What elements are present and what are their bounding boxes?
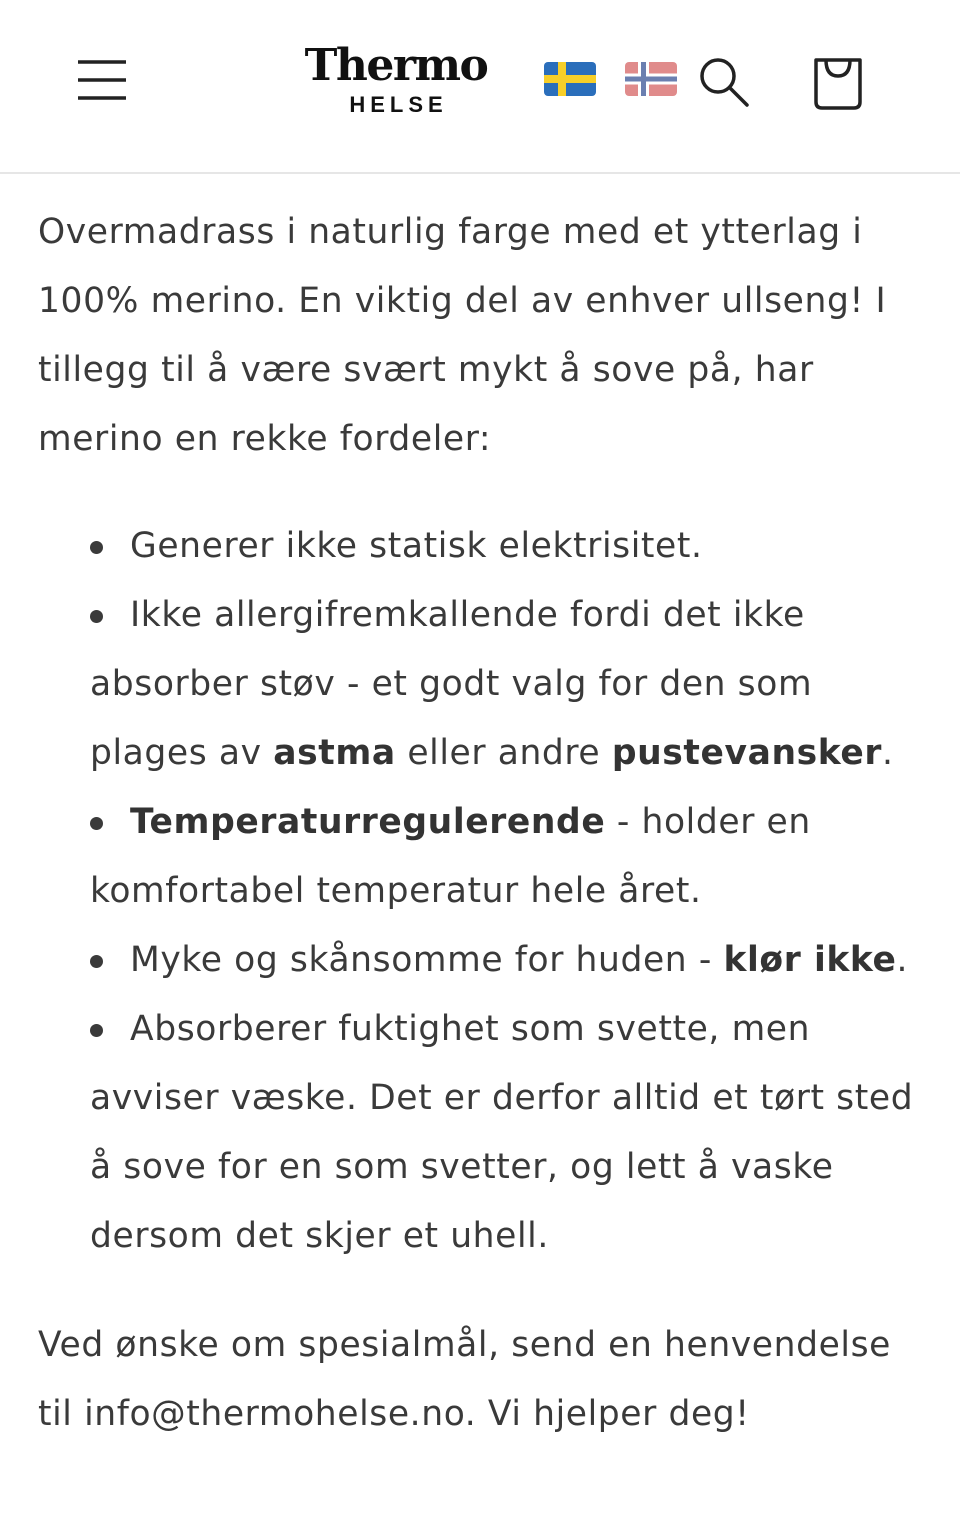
product-description [38,198,922,1449]
sweden-flag-icon[interactable] [543,60,597,98]
benefit-item: Generer ikke statisk elektrisitet. [90,512,922,581]
hamburger-menu-icon[interactable] [76,56,128,104]
bold-text: klør ikke [723,940,897,980]
benefit-item: Absorberer fuktighet som svette, men avviser væske. Det er derfor alltid et tørt sted å sove for en som svetter, og lett å vaske dersom det skjer et uhell. [90,995,922,1271]
norway-flag-icon[interactable] [624,60,678,98]
benefit-item: Myke og skånsomme for huden - klør ikke. [90,926,922,995]
site-logo[interactable] [284,40,508,126]
logo-subtitle: HELSE [349,92,448,117]
cart-icon[interactable] [810,52,866,112]
site-header [0,0,960,174]
benefit-item: Temperaturregulerende - holder en komfortabel temperatur hele året. [90,788,922,926]
description-intro: Overmadrass i naturlig farge med et ytterlag i 100% merino. En viktig del av enhver ullseng! I tillegg til å være svært mykt å sove på, har merino en rekke fordeler: [38,212,887,459]
benefit-item: Ikke allergifremkallende fordi det ikke absorber støv - et godt valg for den som plages av astma eller andre pustevansker. [90,581,922,788]
description-closing: Ved ønske om spesialmål, send en henvendelse til info@thermohelse.no. Vi hjelper deg! [38,1325,892,1434]
bold-text: astma [273,733,396,773]
logo-wordmark: Thermo [304,40,488,91]
search-icon[interactable] [696,54,752,110]
benefits-list [38,512,922,1271]
bold-text: pustevansker [611,733,883,773]
bold-text: Temperaturregulerende [130,802,606,842]
